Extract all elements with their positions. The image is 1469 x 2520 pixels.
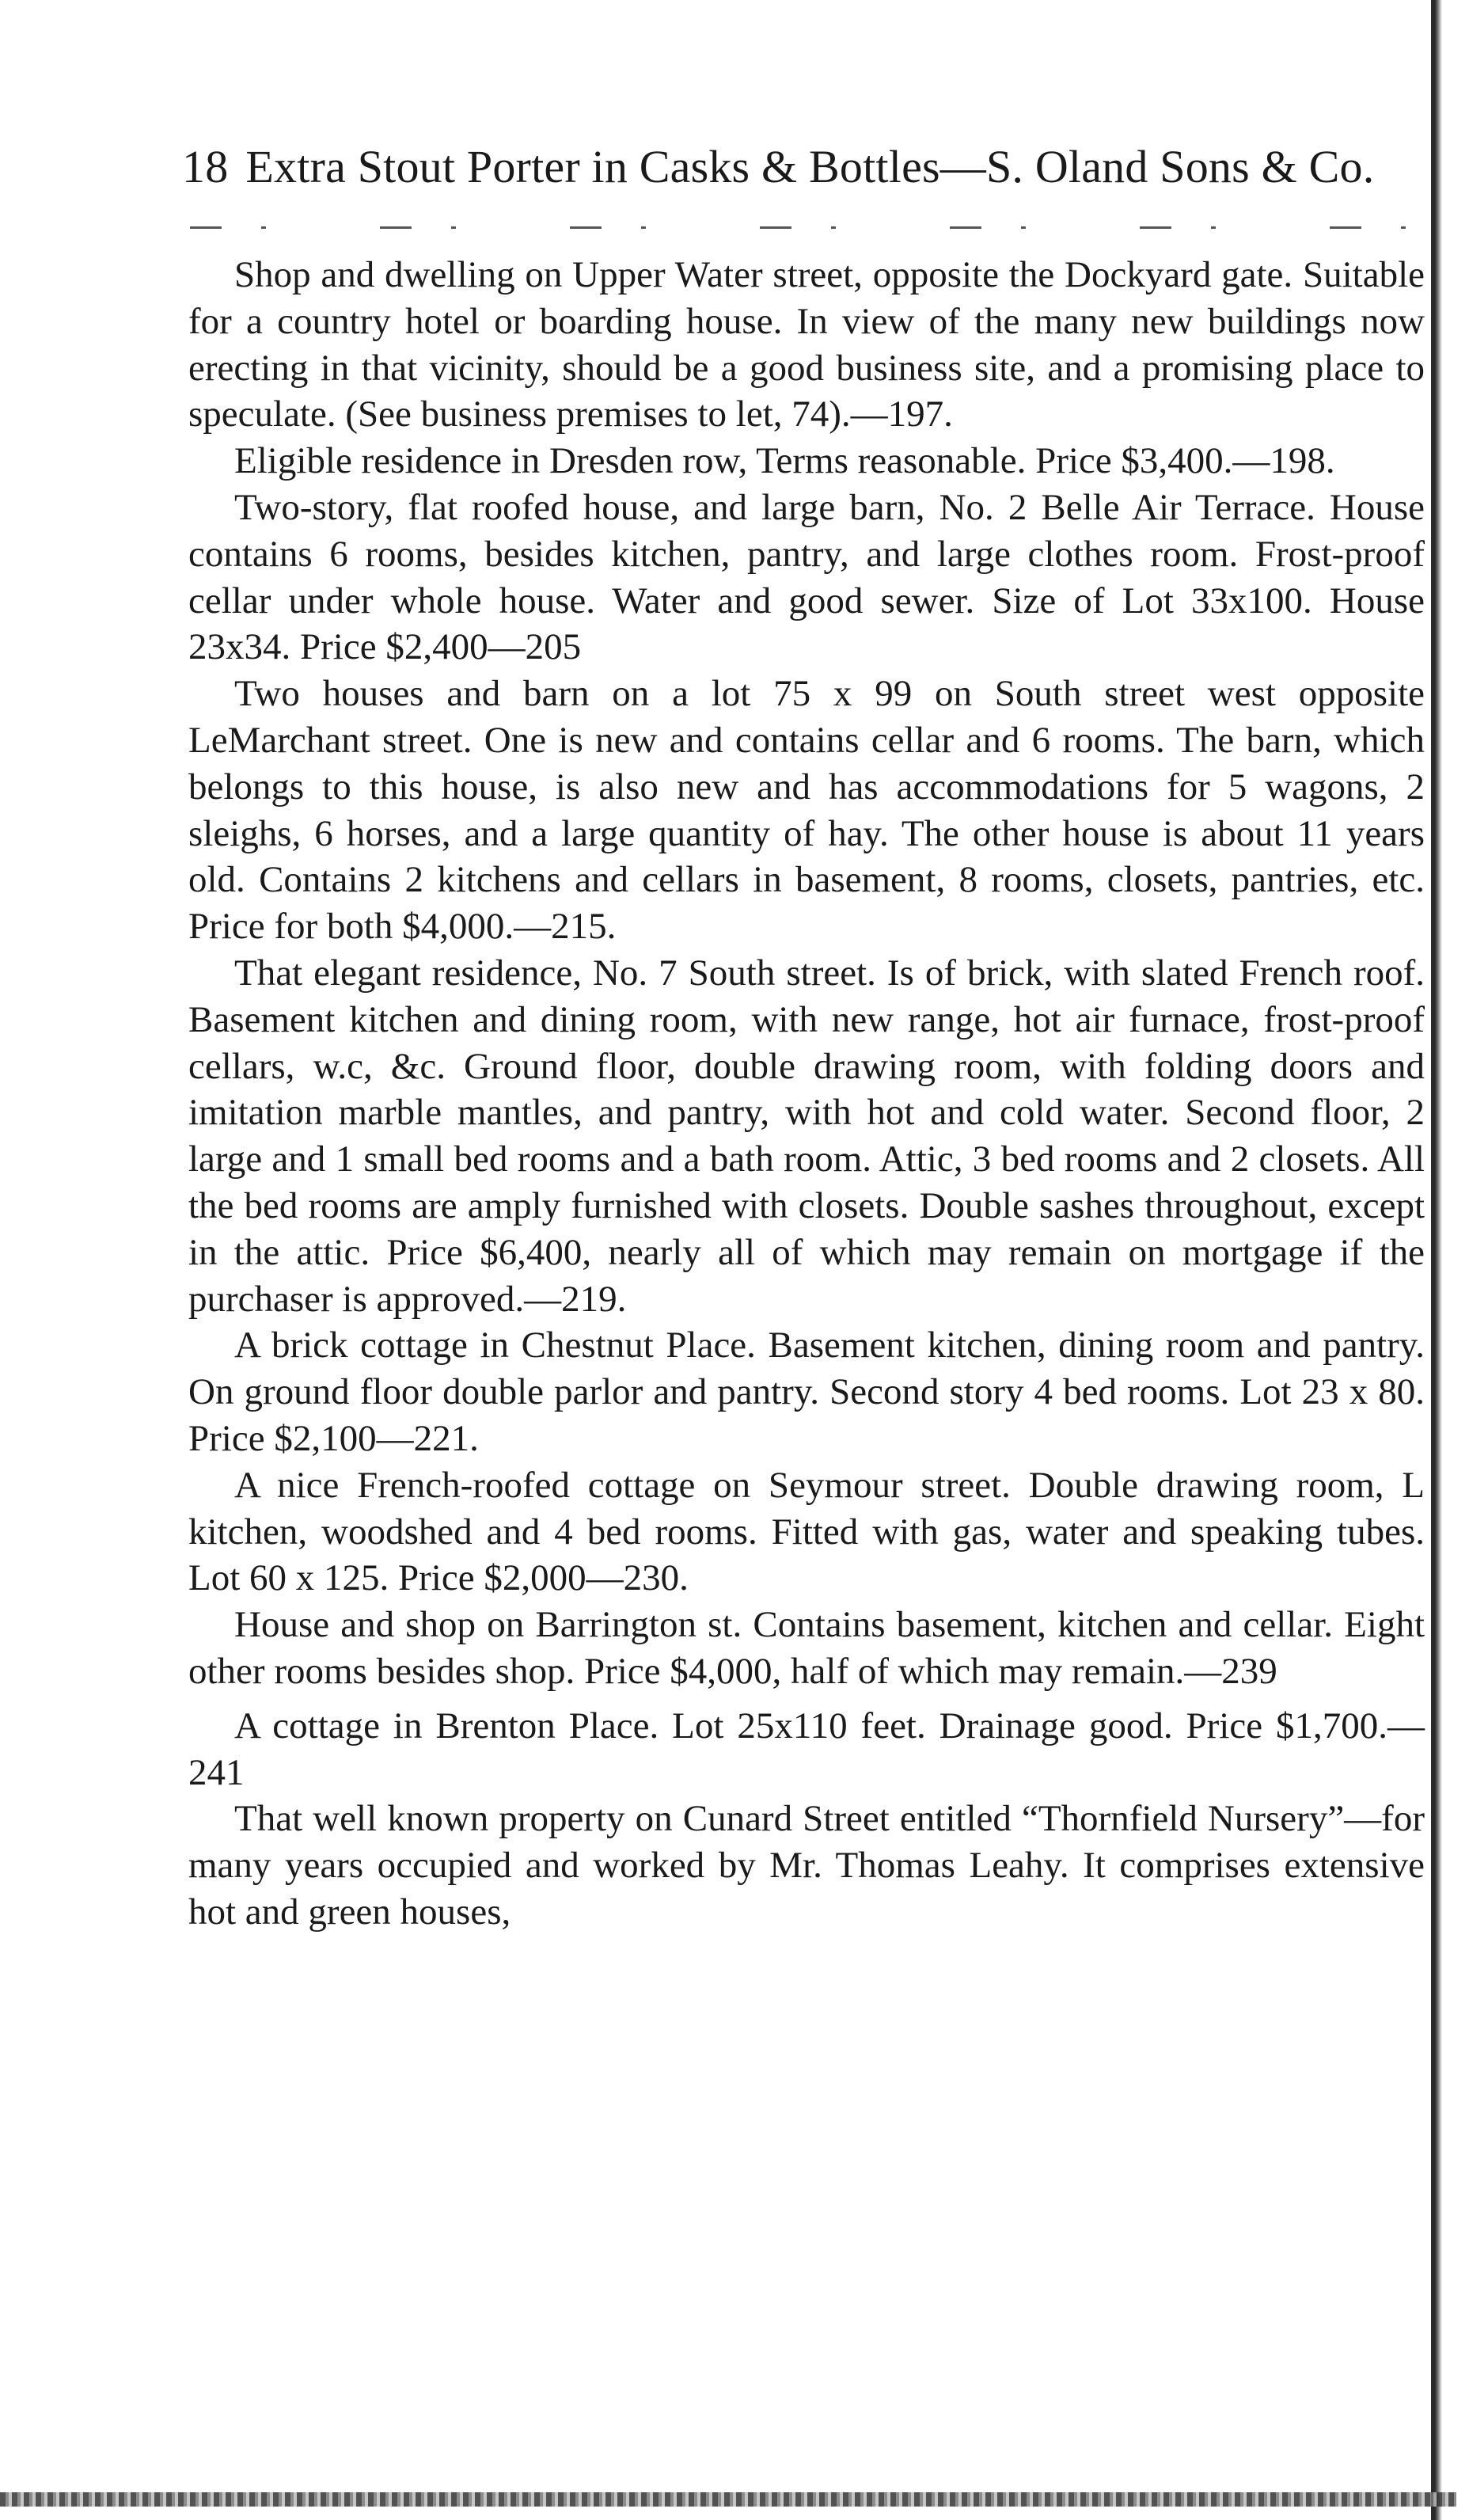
- listing-paragraph: House and shop on Barrington st. Contains basement, kitchen and cellar. Eight other rooms besides shop. Price $4,000, half of which may remain.—239: [188, 1604, 1425, 1692]
- listing-column: [188, 252, 1425, 1936]
- listing-paragraph: A brick cottage in Chestnut Place. Basement kitchen, dining room and pantry. On ground floor double parlor and pantry. Second story 4 bed rooms. Lot 23 x 80. Price $2,100—221.: [188, 1325, 1425, 1459]
- running-header: [182, 139, 1433, 195]
- page-edge-right: [1431, 0, 1442, 2520]
- listing-paragraph: Eligible residence in Dresden row, Terms reasonable. Price $3,400.—198.: [234, 440, 1335, 482]
- header-rule: [190, 226, 1425, 229]
- listing-paragraph: Two-story, flat roofed house, and large barn, No. 2 Belle Air Terrace. House contains 6 rooms, besides kitchen, pantry, and large clothes room. Frost-proof cellar under whole house. Water and good sewer. Size of Lot 33x100. House 23x34. Price $2,400—205: [188, 486, 1425, 668]
- page-edge-bottom: [0, 2492, 1456, 2507]
- page-number: 18: [182, 141, 229, 192]
- header-title: Extra Stout Porter in Casks & Bottles—S. Oland Sons & Co.: [245, 141, 1375, 192]
- listing-paragraph: Two houses and barn on a lot 75 x 99 on South street west opposite LeMarchant street. One is new and contains cellar and 6 rooms. The barn, which belongs to this house, is also new and has accommodations for 5 wagons, 2 sleighs, 6 horses, and a large quantity of hay. The other house is about 11 years old. Contains 2 kitchens and cellars in basement, 8 rooms, closets, pantries, etc. Price for both $4,000.—215.: [188, 673, 1425, 948]
- listing-paragraph: Shop and dwelling on Upper Water street, opposite the Dockyard gate. Suitable for a country hotel or boarding house. In view of the many new buildings now erecting in that vicinity, should be a good business site, and a promising place to speculate. (See business premises to let, 74).—197.: [188, 254, 1425, 435]
- listing-paragraph: That elegant residence, No. 7 South street. Is of brick, with slated French roof. Basement kitchen and dining room, with new range, hot air furnace, frost-proof cellars, w.c, &c. Ground floor, double drawing room, with folding doors and imitation marble mantles, and pantry, with hot and cold water. Second floor, 2 large and 1 small bed rooms and a bath room. Attic, 3 bed rooms and 2 closets. All the bed rooms are amply furnished with closets. Double sashes throughout, except in the attic. Price $6,400, nearly all of which may remain on mortgage if the purchaser is approved.—219.: [188, 952, 1425, 1320]
- listing-paragraph: A cottage in Brenton Place. Lot 25x110 feet. Drainage good. Price $1,700.—241: [188, 1705, 1425, 1793]
- listing-paragraph: That well known property on Cunard Street entitled “Thornfield Nursery”—for many years occupied and worked by Mr. Thomas Leahy. It comprises extensive hot and green houses,: [188, 1798, 1425, 1933]
- listing-paragraph: A nice French-roofed cottage on Seymour street. Double drawing room, L kitchen, woodshed and 4 bed rooms. Fitted with gas, water and speaking tubes. Lot 60 x 125. Price $2,000—230.: [188, 1464, 1425, 1599]
